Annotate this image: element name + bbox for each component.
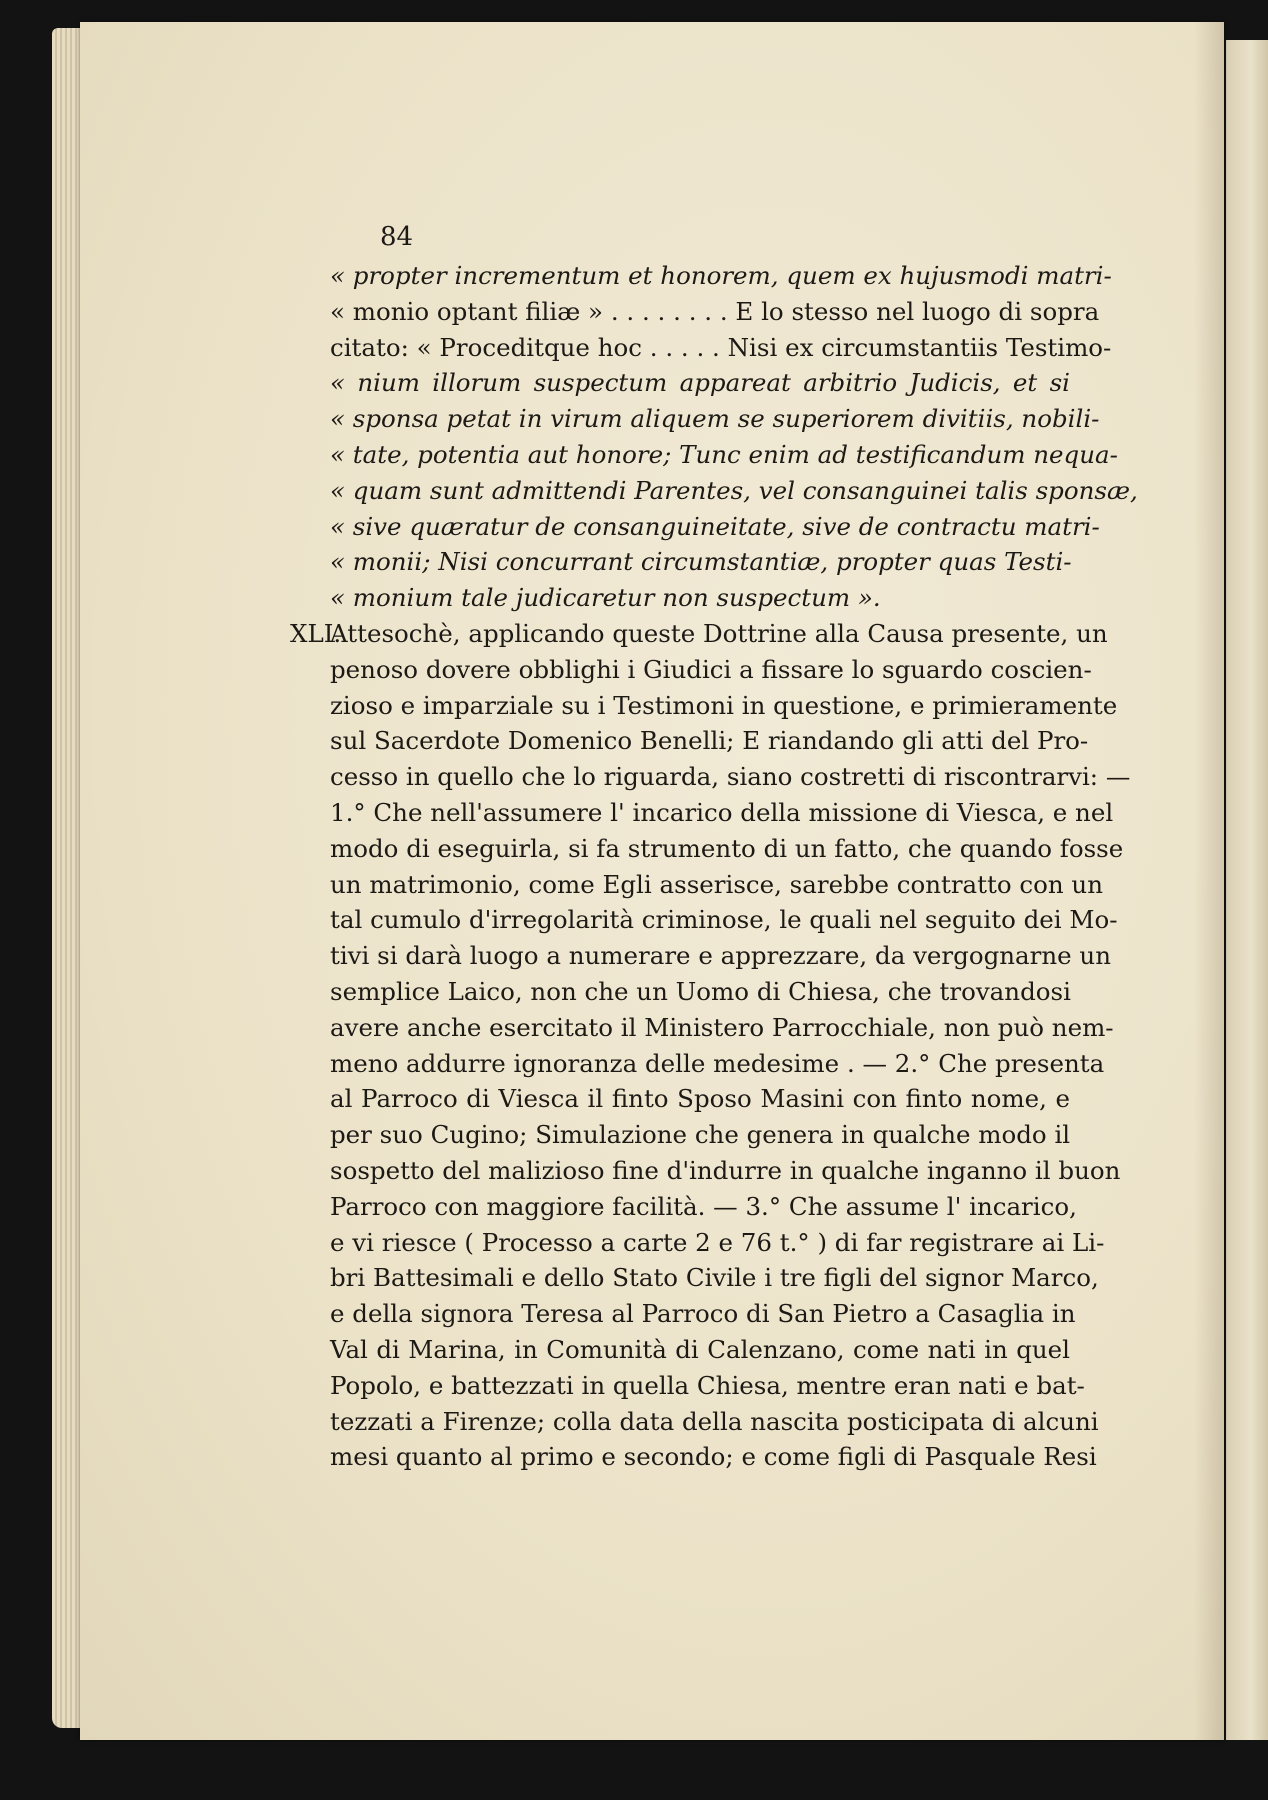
quote-line: citato: « Proceditque hoc . . . . . Nisi ex circumstantiis Testimo- — [330, 332, 1112, 362]
page-text — [290, 258, 1138, 1475]
body-line: cesso in quello che lo riguarda, siano costretti di riscontrarvi: — — [330, 762, 1131, 792]
body-line: sospetto del malizioso fine d'indurre in qualche inganno il buon — [330, 1155, 1121, 1185]
body-line: mesi quanto al primo e secondo; e come figli di Pasquale Resi — [330, 1442, 1097, 1472]
body-line-text: Attesochè, applicando queste Dottrine alla Causa presente, un — [330, 618, 1108, 648]
quote-line: « nium illorum suspectum appareat arbitrio Judicis, et si — [330, 368, 1070, 398]
body-line: al Parroco di Viesca il finto Sposo Masini con finto nome, e — [330, 1084, 1070, 1114]
latin-quotation — [330, 258, 1138, 616]
page-number: 84 — [380, 222, 414, 252]
body-line: tivi si darà luogo a numerare e apprezzare, da vergognarne un — [330, 941, 1111, 971]
body-line: modo di eseguirla, si fa strumento di un fatto, che quando fosse — [330, 833, 1124, 863]
quote-line: « sive quæratur de consanguineitate, sive de contractu matri- — [330, 511, 1100, 541]
body-line: bri Battesimali e dello Stato Civile i tre figli del signor Marco, — [330, 1263, 1099, 1293]
quote-line: « propter incrementum et honorem, quem ex hujusmodi matri- — [330, 261, 1112, 290]
body-line: tal cumulo d'irregolarità criminose, le quali nel seguito dei Mo- — [330, 905, 1118, 935]
body-line: Parroco con maggiore facilità. — 3.° Che assume l' incarico, — [330, 1191, 1077, 1221]
quote-line: « monium tale judicaretur non suspectum ». — [330, 583, 881, 613]
body-line: 1.° Che nell'assumere l' incarico della missione di Viesca, e nel — [330, 797, 1114, 827]
page-gutter-shadow — [1194, 22, 1224, 1740]
body-line: penoso dovere obblighi i Giudici a fissare lo sguardo coscien- — [330, 654, 1092, 684]
quote-line: « sponsa petat in virum aliquem se superiorem divitiis, nobili- — [330, 404, 1100, 434]
body-line: tezzati a Firenze; colla data della nascita posticipata di alcuni — [330, 1406, 1099, 1436]
body-line: zioso e imparziale su i Testimoni in questione, e primieramente — [330, 690, 1118, 720]
quote-line: « quam sunt admittendi Parentes, vel consanguinei talis sponsæ, — [330, 475, 1138, 505]
quote-line: « monio optant filiæ » . . . . . . . . E lo stesso nel luogo di sopra — [330, 296, 1100, 326]
body-line: sul Sacerdote Domenico Benelli; E riandando gli atti del Pro- — [330, 726, 1089, 756]
body-line: avere anche esercitato il Ministero Parrocchiale, non può nem- — [330, 1012, 1114, 1042]
body-line: semplice Laico, non che un Uomo di Chiesa, che trovandosi — [330, 976, 1071, 1006]
section-xli — [290, 616, 1131, 1475]
body-line: un matrimonio, come Egli asserisce, sarebbe contratto con un — [330, 869, 1103, 899]
body-line: meno addurre ignoranza delle medesime . — 2.° Che presenta — [330, 1048, 1105, 1078]
quote-line: « monii; Nisi concurrant circumstantiæ, propter quas Testi- — [330, 547, 1072, 577]
section-mark: XLI. — [290, 618, 342, 648]
body-line: Val di Marina, in Comunità di Calenzano, come nati in quel — [330, 1334, 1070, 1364]
body-line: e della signora Teresa al Parroco di San Pietro a Casaglia in — [330, 1299, 1076, 1329]
body-line: per suo Cugino; Simulazione che genera in qualche modo il — [330, 1120, 1071, 1150]
facing-page-edge — [1226, 40, 1268, 1740]
quote-line: « tate, potentia aut honore; Tunc enim ad testificandum nequa- — [330, 439, 1118, 469]
body-line: Popolo, e battezzati in quella Chiesa, mentre eran nati e bat- — [330, 1370, 1085, 1400]
body-line — [290, 616, 1108, 652]
body-line: e vi riesce ( Processo a carte 2 e 76 t.° ) di far registrare ai Li- — [330, 1227, 1105, 1257]
